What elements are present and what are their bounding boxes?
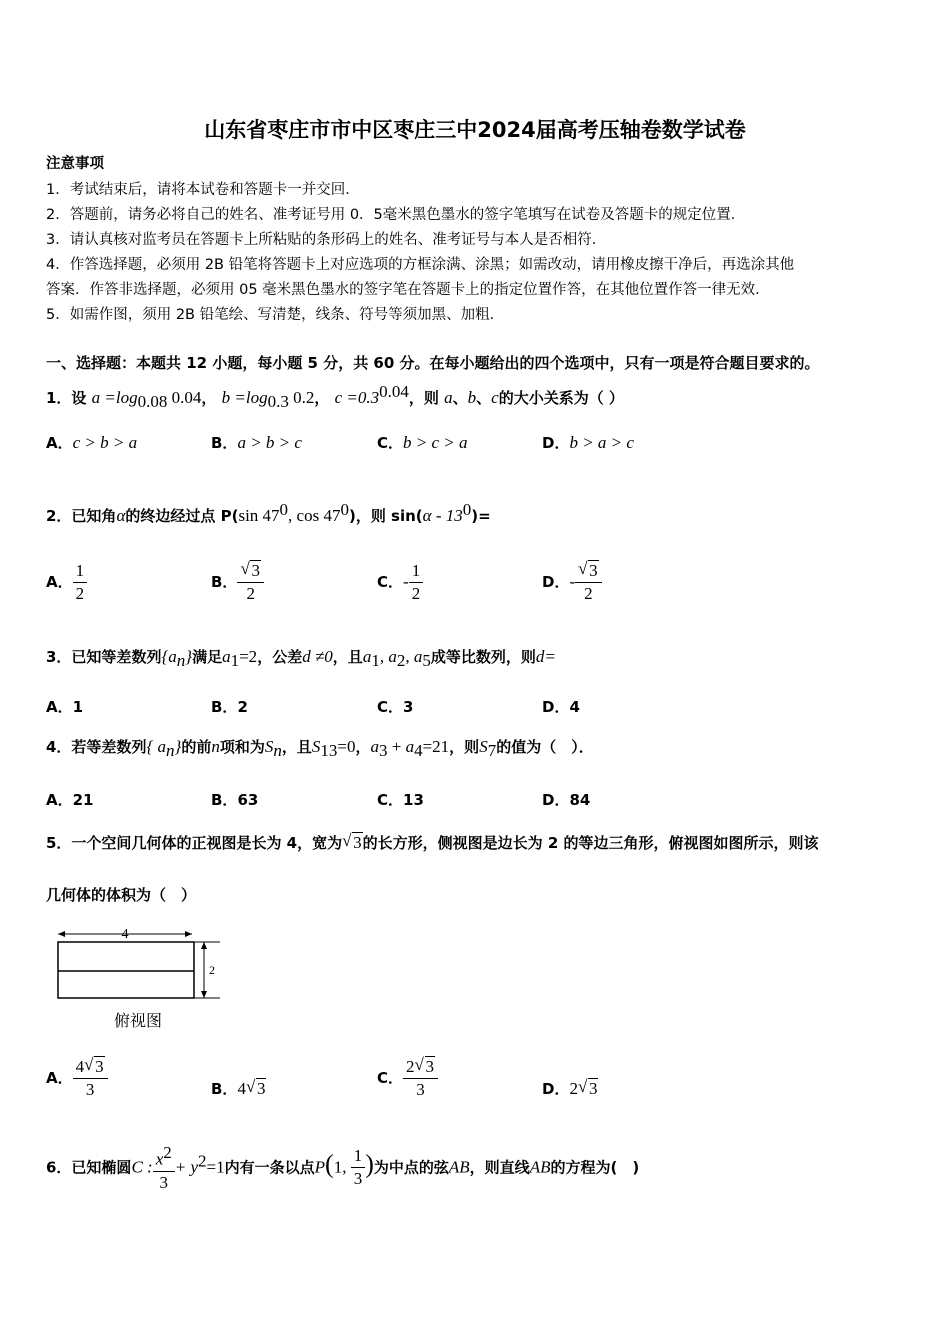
arrow-left (58, 931, 65, 937)
option-b[interactable]: B． √ $\frac{3}{2}$ (211, 560, 264, 605)
rectangle-outline (58, 942, 194, 998)
question-1: 1．设 $a =\log_{0.08}$ 0.04， $b =\log_{0.3}$ 0.2， $c =0.3^{0.04}$，则 a、b、c的大小关系为（ ） (46, 382, 624, 411)
option-d[interactable]: D．4 (542, 698, 580, 716)
top-view-figure (52, 922, 228, 1034)
note-item: 1．考试结束后，请将本试卷和答题卡一并交回． (46, 182, 360, 198)
option-d[interactable]: D．84 (542, 791, 591, 809)
section-heading: 一、选择题：本题共 12 小题，每小题 5 分，共 60 分。在每小题给出的四个选项中，只有一项是符合题目要求的。 (46, 354, 820, 372)
option-c[interactable]: C．3 (377, 698, 414, 716)
arrow-up (201, 942, 207, 949)
option-a[interactable]: A． $\frac{4√ 3}{3}$ (46, 1056, 108, 1101)
option-c[interactable]: C． $\frac{2√ 3}{3}$ (377, 1056, 438, 1101)
note-item: 3．请认真核对监考员在答题卡上所粘贴的条形码上的姓名、准考证号与本人是否相符． (46, 232, 607, 248)
notes-heading: 注意事项 (46, 156, 104, 172)
note-item: 2．答题前，请务必将自己的姓名、准考证号用 0．5毫米黑色墨水的签字笔填写在试卷及答题卡的规定位置． (46, 207, 746, 223)
option-a[interactable]: A． $\frac{1}{2}$ (46, 560, 87, 605)
width-label: 4 (121, 927, 129, 942)
figure-caption: 俯视图 (113, 1011, 163, 1030)
option-b[interactable]: B．2 (211, 698, 248, 716)
arrow-down (201, 991, 207, 998)
arrow-right (185, 931, 192, 937)
question-6: 6．已知椭圆C : $\frac{x^2}{3}$ + $y^2=1$内有一条以点P(1, $\frac{1}{3}$ )为中点的弦AB，则直线AB的方程为( ) (46, 1143, 640, 1192)
note-item: 4．作答选择题，必须用 2B 铅笔将答题卡上对应选项的方框涂满、涂黑；如需改动，请用橡皮擦干净后，再选涂其他 (46, 257, 795, 273)
option-d[interactable]: D．2√ 3 (542, 1078, 598, 1099)
option-b[interactable]: B．4√ 3 (211, 1078, 266, 1099)
option-a[interactable]: A．1 (46, 698, 84, 716)
question-5: 5．一个空间几何体的正视图是长为 4，宽为√ 3的长方形，侧视图是边长为 2 的等边三角形，俯视图如图所示，则该 (46, 832, 819, 853)
option-a[interactable]: A．21 (46, 791, 94, 809)
question-5-line2: 几何体的体积为（ ） (46, 886, 197, 904)
note-item: 答案．作答非选择题，必须用 05 毫米黑色墨水的签字笔在答题卡上的指定位置作答，在其他位置作答一律无效． (46, 282, 770, 298)
page-title: 山东省枣庄市市中区枣庄三中2024届高考压轴卷数学试卷 (204, 118, 746, 142)
height-label: 2 (209, 963, 215, 977)
option-c[interactable]: C．b > c > a (377, 433, 468, 452)
option-c[interactable]: C．- $\frac{1}{2}$ (377, 560, 423, 605)
option-a[interactable]: A．c > b > a (46, 433, 138, 452)
option-d[interactable]: D．b > a > c (542, 433, 634, 452)
option-c[interactable]: C．13 (377, 791, 424, 809)
question-2: 2．已知角α的终边经过点 P(sin $47^0$, $\cos 47^0$)，则 $\sin(\alpha - 13^0)=$ (46, 500, 491, 525)
option-b[interactable]: B．63 (211, 791, 259, 809)
option-b[interactable]: B．a > b > c (211, 433, 302, 452)
option-d[interactable]: D．- √ $\frac{3}{2}$ (542, 560, 602, 605)
question-4: 4．若等差数列{ $a_n$}的前n项和为$S_n$，且$S_{13}=0$，$a_3 + a_4=21$，则$S_7$的值为（ ）． (46, 737, 594, 760)
question-3: 3．已知等差数列$\{a_n\}$满足$a_1=2$，公差d ≠0，且$a_1$, $a_2$, $a_5$成等比数列，则d= (46, 647, 556, 670)
note-item: 5．如需作图，须用 2B 铅笔绘、写清楚，线条、符号等须加黑、加粗． (46, 307, 505, 323)
